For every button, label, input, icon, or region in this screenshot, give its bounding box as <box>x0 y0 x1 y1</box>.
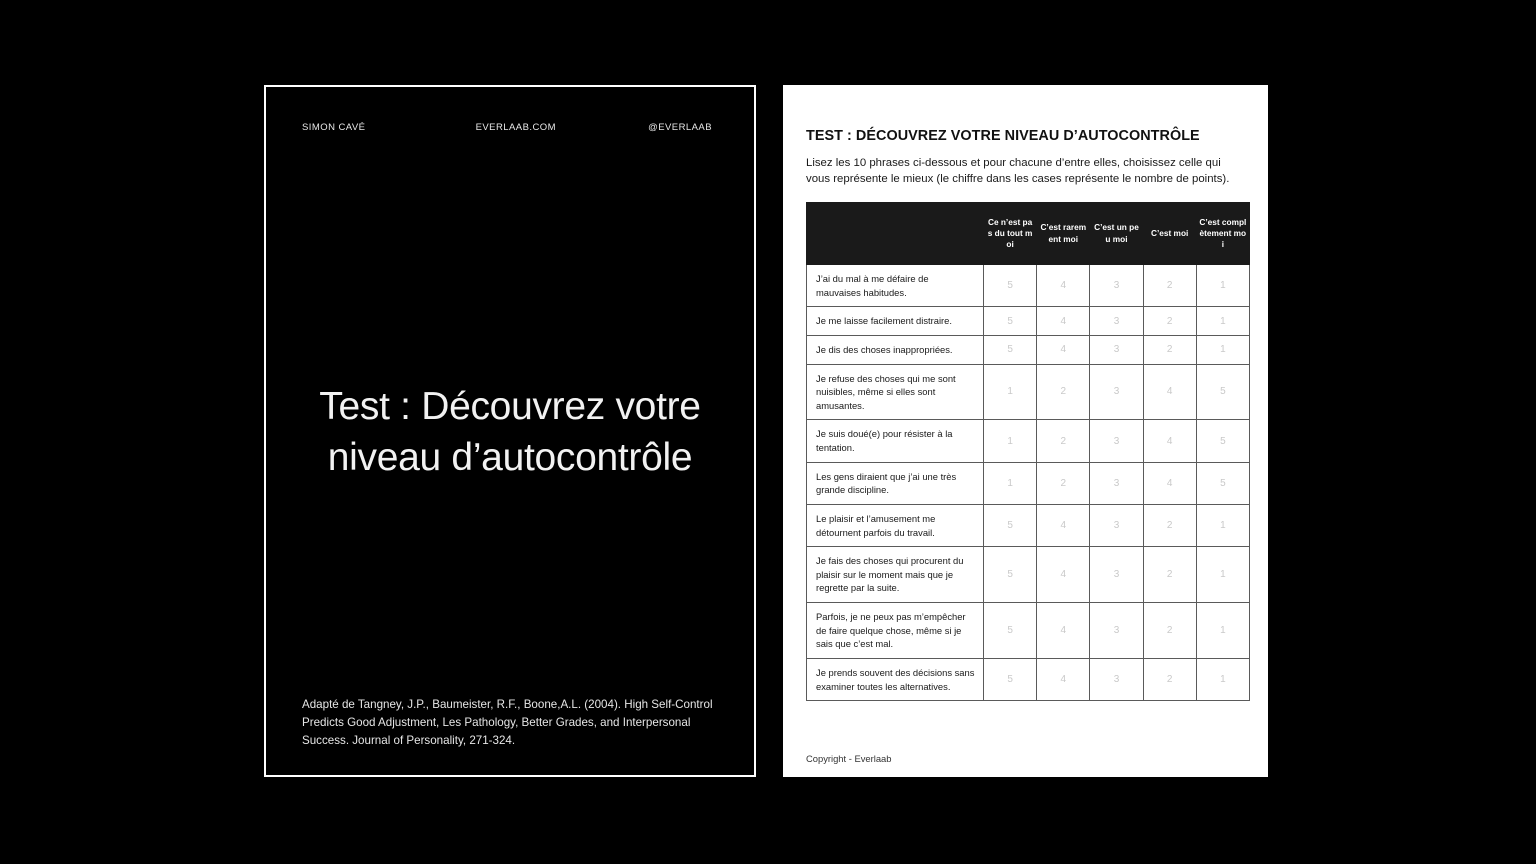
statement-cell: Je refuse des choses qui me sont nuisibles, même si elles sont amusantes. <box>807 364 984 420</box>
table-header-row <box>807 203 1250 265</box>
score-cell[interactable]: 1 <box>1196 658 1249 700</box>
cover-website: EVERLAAB.COM <box>475 122 556 133</box>
table-header-scale-2: C’est rarement moi <box>1037 203 1090 265</box>
table-header-scale-3: C’est un peu moi <box>1090 203 1143 265</box>
score-cell[interactable]: 4 <box>1037 658 1090 700</box>
score-cell[interactable]: 5 <box>984 603 1037 659</box>
score-cell[interactable]: 4 <box>1143 420 1196 462</box>
score-cell[interactable]: 3 <box>1090 307 1143 336</box>
score-cell[interactable]: 5 <box>984 547 1037 603</box>
score-cell[interactable]: 1 <box>1196 603 1249 659</box>
worksheet-instructions: Lisez les 10 phrases ci-dessous et pour chacune d’entre elles, choisissez celle qui vous représente le mieux (le chiffre dans les cases représente le nombre de points). <box>806 157 1230 186</box>
cover-author-name: SIMON CAVÉ <box>302 122 366 133</box>
score-cell[interactable]: 5 <box>1196 364 1249 420</box>
cover-citation: Adapté de Tangney, J.P., Baumeister, R.F., Boone,A.L. (2004). High Self-Control Predicts Good Adjustment, Les Pathology, Better Grades, and Interpersonal Success. Journal of Personality, 271-324. <box>302 698 713 748</box>
table-row <box>807 504 1250 546</box>
table-row <box>807 364 1250 420</box>
cover-slide-inner <box>269 90 751 772</box>
score-cell[interactable]: 3 <box>1090 658 1143 700</box>
score-cell[interactable]: 1 <box>1196 547 1249 603</box>
score-cell[interactable]: 2 <box>1143 547 1196 603</box>
score-cell[interactable]: 3 <box>1090 504 1143 546</box>
score-cell[interactable]: 5 <box>1196 420 1249 462</box>
score-cell[interactable]: 1 <box>984 364 1037 420</box>
worksheet-copyright: Copyright - Everlaab <box>806 753 892 764</box>
score-cell[interactable]: 3 <box>1090 265 1143 307</box>
statement-cell: Je me laisse facilement distraire. <box>807 307 984 336</box>
table-header-statement <box>807 203 984 265</box>
table-header <box>807 203 1250 265</box>
score-cell[interactable]: 1 <box>984 420 1037 462</box>
score-cell[interactable]: 3 <box>1090 603 1143 659</box>
worksheet-title: TEST : DÉCOUVREZ VOTRE NIVEAU D’AUTOCONTRÔLE <box>806 128 1200 144</box>
score-cell[interactable]: 1 <box>1196 335 1249 364</box>
table-row <box>807 547 1250 603</box>
table-row <box>807 307 1250 336</box>
score-cell[interactable]: 4 <box>1143 364 1196 420</box>
table-row <box>807 420 1250 462</box>
score-cell[interactable]: 3 <box>1090 420 1143 462</box>
score-cell[interactable]: 5 <box>984 307 1037 336</box>
cover-title: Test : Découvrez votre niveau d’autocontrôle <box>319 385 701 479</box>
score-cell[interactable]: 3 <box>1090 335 1143 364</box>
table-row <box>807 603 1250 659</box>
score-cell[interactable]: 4 <box>1037 547 1090 603</box>
score-cell[interactable]: 5 <box>1196 462 1249 504</box>
score-cell[interactable]: 4 <box>1037 335 1090 364</box>
score-cell[interactable]: 4 <box>1143 462 1196 504</box>
score-cell[interactable]: 4 <box>1037 265 1090 307</box>
score-cell[interactable]: 2 <box>1143 335 1196 364</box>
table-row <box>807 265 1250 307</box>
score-cell[interactable]: 4 <box>1037 603 1090 659</box>
statement-cell: Je fais des choses qui procurent du plaisir sur le moment mais que je regrette par la suite. <box>807 547 984 603</box>
score-cell[interactable]: 2 <box>1143 658 1196 700</box>
score-cell[interactable]: 1 <box>1196 504 1249 546</box>
table-header-scale-1: Ce n’est pas du tout moi <box>984 203 1037 265</box>
score-cell[interactable]: 1 <box>1196 265 1249 307</box>
score-cell[interactable]: 2 <box>1143 307 1196 336</box>
score-cell[interactable]: 3 <box>1090 462 1143 504</box>
score-cell[interactable]: 2 <box>1037 364 1090 420</box>
score-cell[interactable]: 5 <box>984 265 1037 307</box>
score-cell[interactable]: 5 <box>984 658 1037 700</box>
score-cell[interactable]: 2 <box>1037 420 1090 462</box>
worksheet-slide <box>783 85 1268 777</box>
worksheet-slide-inner <box>806 85 1248 777</box>
table-header-scale-5: C’est complètement moi <box>1196 203 1249 265</box>
statement-cell: Les gens diraient que j’ai une très grande discipline. <box>807 462 984 504</box>
self-control-test-table <box>806 202 1250 701</box>
cover-slide <box>264 85 756 777</box>
table-row <box>807 462 1250 504</box>
score-cell[interactable]: 5 <box>984 335 1037 364</box>
statement-cell: Parfois, je ne peux pas m’empêcher de faire quelque chose, même si je sais que c’est mal. <box>807 603 984 659</box>
table-row <box>807 335 1250 364</box>
statement-cell: Je dis des choses inappropriées. <box>807 335 984 364</box>
score-cell[interactable]: 4 <box>1037 504 1090 546</box>
cover-header <box>302 122 718 133</box>
score-cell[interactable]: 3 <box>1090 364 1143 420</box>
score-cell[interactable]: 1 <box>1196 307 1249 336</box>
score-cell[interactable]: 2 <box>1143 504 1196 546</box>
score-cell[interactable]: 2 <box>1037 462 1090 504</box>
score-cell[interactable]: 2 <box>1143 265 1196 307</box>
cover-social-handle: @EVERLAAB <box>648 122 712 133</box>
statement-cell: Je prends souvent des décisions sans examiner toutes les alternatives. <box>807 658 984 700</box>
statement-cell: Je suis doué(e) pour résister à la tentation. <box>807 420 984 462</box>
score-cell[interactable]: 3 <box>1090 547 1143 603</box>
score-cell[interactable]: 4 <box>1037 307 1090 336</box>
score-cell[interactable]: 1 <box>984 462 1037 504</box>
table-row <box>807 658 1250 700</box>
score-cell[interactable]: 2 <box>1143 603 1196 659</box>
table-body <box>807 265 1250 701</box>
table-header-scale-4: C’est moi <box>1143 203 1196 265</box>
statement-cell: J’ai du mal à me défaire de mauvaises habitudes. <box>807 265 984 307</box>
score-cell[interactable]: 5 <box>984 504 1037 546</box>
statement-cell: Le plaisir et l’amusement me détournent parfois du travail. <box>807 504 984 546</box>
